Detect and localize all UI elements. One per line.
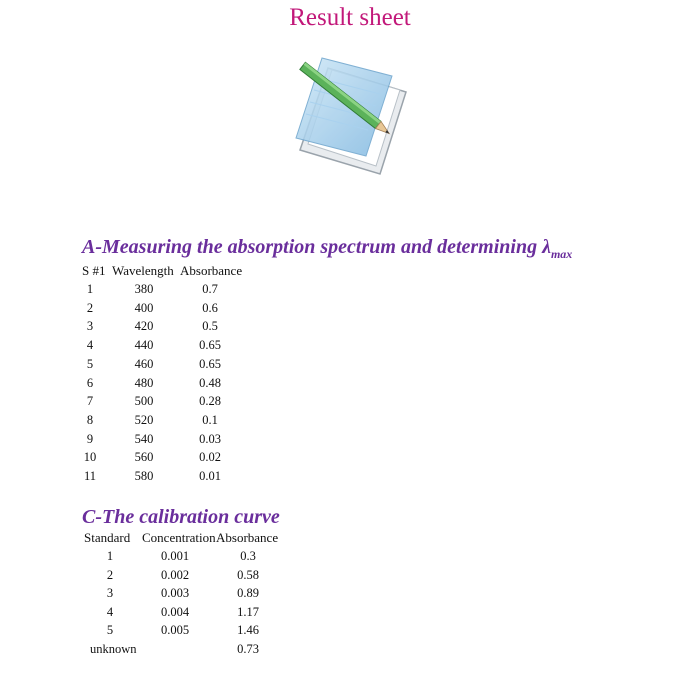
col-header-absorbance: Absorbance [180,263,243,278]
sample-number-cell: 1 [86,282,94,296]
standard-cell: 3 [106,586,114,601]
sample-number-cell: 9 [86,431,94,446]
absorbance-cell: 0.73 [237,642,259,656]
absorbance-cell: 0.89 [237,586,259,601]
absorbance-cell: 0.6 [202,300,218,315]
lambda-max-subscript: max [550,247,573,261]
absorbance-cell: 0.5 [202,319,218,334]
col-header-absorbance-c: Absorbance [216,530,279,545]
absorbance-cell: 0.01 [199,469,221,483]
section-c-heading: C-The calibration curve [82,506,280,528]
wavelength-cell: 400 [134,300,154,315]
absorbance-cell: 0.65 [199,338,221,353]
section-a-heading-text: A-Measuring the absorption spectrum and determining λ [82,236,551,258]
wavelength-cell: 420 [134,319,154,334]
absorbance-cell: 0.02 [199,450,221,465]
absorbance-cell: 1.46 [237,623,259,638]
section-a-heading [82,236,572,262]
standard-cell: unknown [90,642,137,656]
standard-cell: 1 [106,549,114,563]
sample-number-cell: 2 [86,300,94,315]
concentration-cell: 0.002 [160,567,190,582]
wavelength-cell: 540 [134,431,154,446]
sample-number-cell: 8 [86,412,94,427]
col-header-wavelength: Wavelength [112,263,174,278]
wavelength-cell: 380 [134,282,154,296]
absorbance-cell: 0.58 [237,567,259,582]
sample-number-cell: 4 [86,338,94,353]
standard-cell: 5 [106,623,114,638]
sample-number-cell: 10 [83,450,97,465]
wavelength-cell: 480 [134,375,154,390]
absorbance-cell: 1.17 [237,604,259,619]
standard-cell: 4 [106,604,114,619]
col-header-sample: S #1 [82,263,106,278]
notepad-pencil-icon [288,52,413,177]
sample-number-cell: 6 [86,375,94,390]
concentration-cell: 0.004 [160,604,190,619]
concentration-cell: 0.003 [160,586,190,601]
sample-number-cell: 11 [83,469,97,483]
wavelength-cell: 520 [134,412,154,427]
absorbance-cell: 0.1 [202,412,218,427]
concentration-cell: 0.001 [160,549,190,563]
absorbance-cell: 0.28 [199,394,221,409]
absorbance-cell: 0.48 [199,375,221,390]
absorbance-cell: 0.3 [240,549,256,563]
concentration-cell: 0.005 [160,623,190,638]
sample-number-cell: 5 [86,356,94,371]
col-header-concentration: Concentration [142,530,216,545]
standard-cell: 2 [106,567,114,582]
wavelength-cell: 460 [134,356,154,371]
sample-number-cell: 7 [86,394,94,409]
wavelength-cell: 580 [134,469,154,483]
absorbance-cell: 0.03 [199,431,221,446]
wavelength-cell: 560 [134,450,154,465]
page-title: Result sheet [289,4,411,31]
absorbance-cell: 0.65 [199,356,221,371]
sample-number-cell: 3 [86,319,94,334]
wavelength-cell: 500 [134,394,154,409]
wavelength-cell: 440 [134,338,154,353]
absorbance-cell: 0.7 [202,282,218,296]
col-header-standard: Standard [84,530,131,545]
